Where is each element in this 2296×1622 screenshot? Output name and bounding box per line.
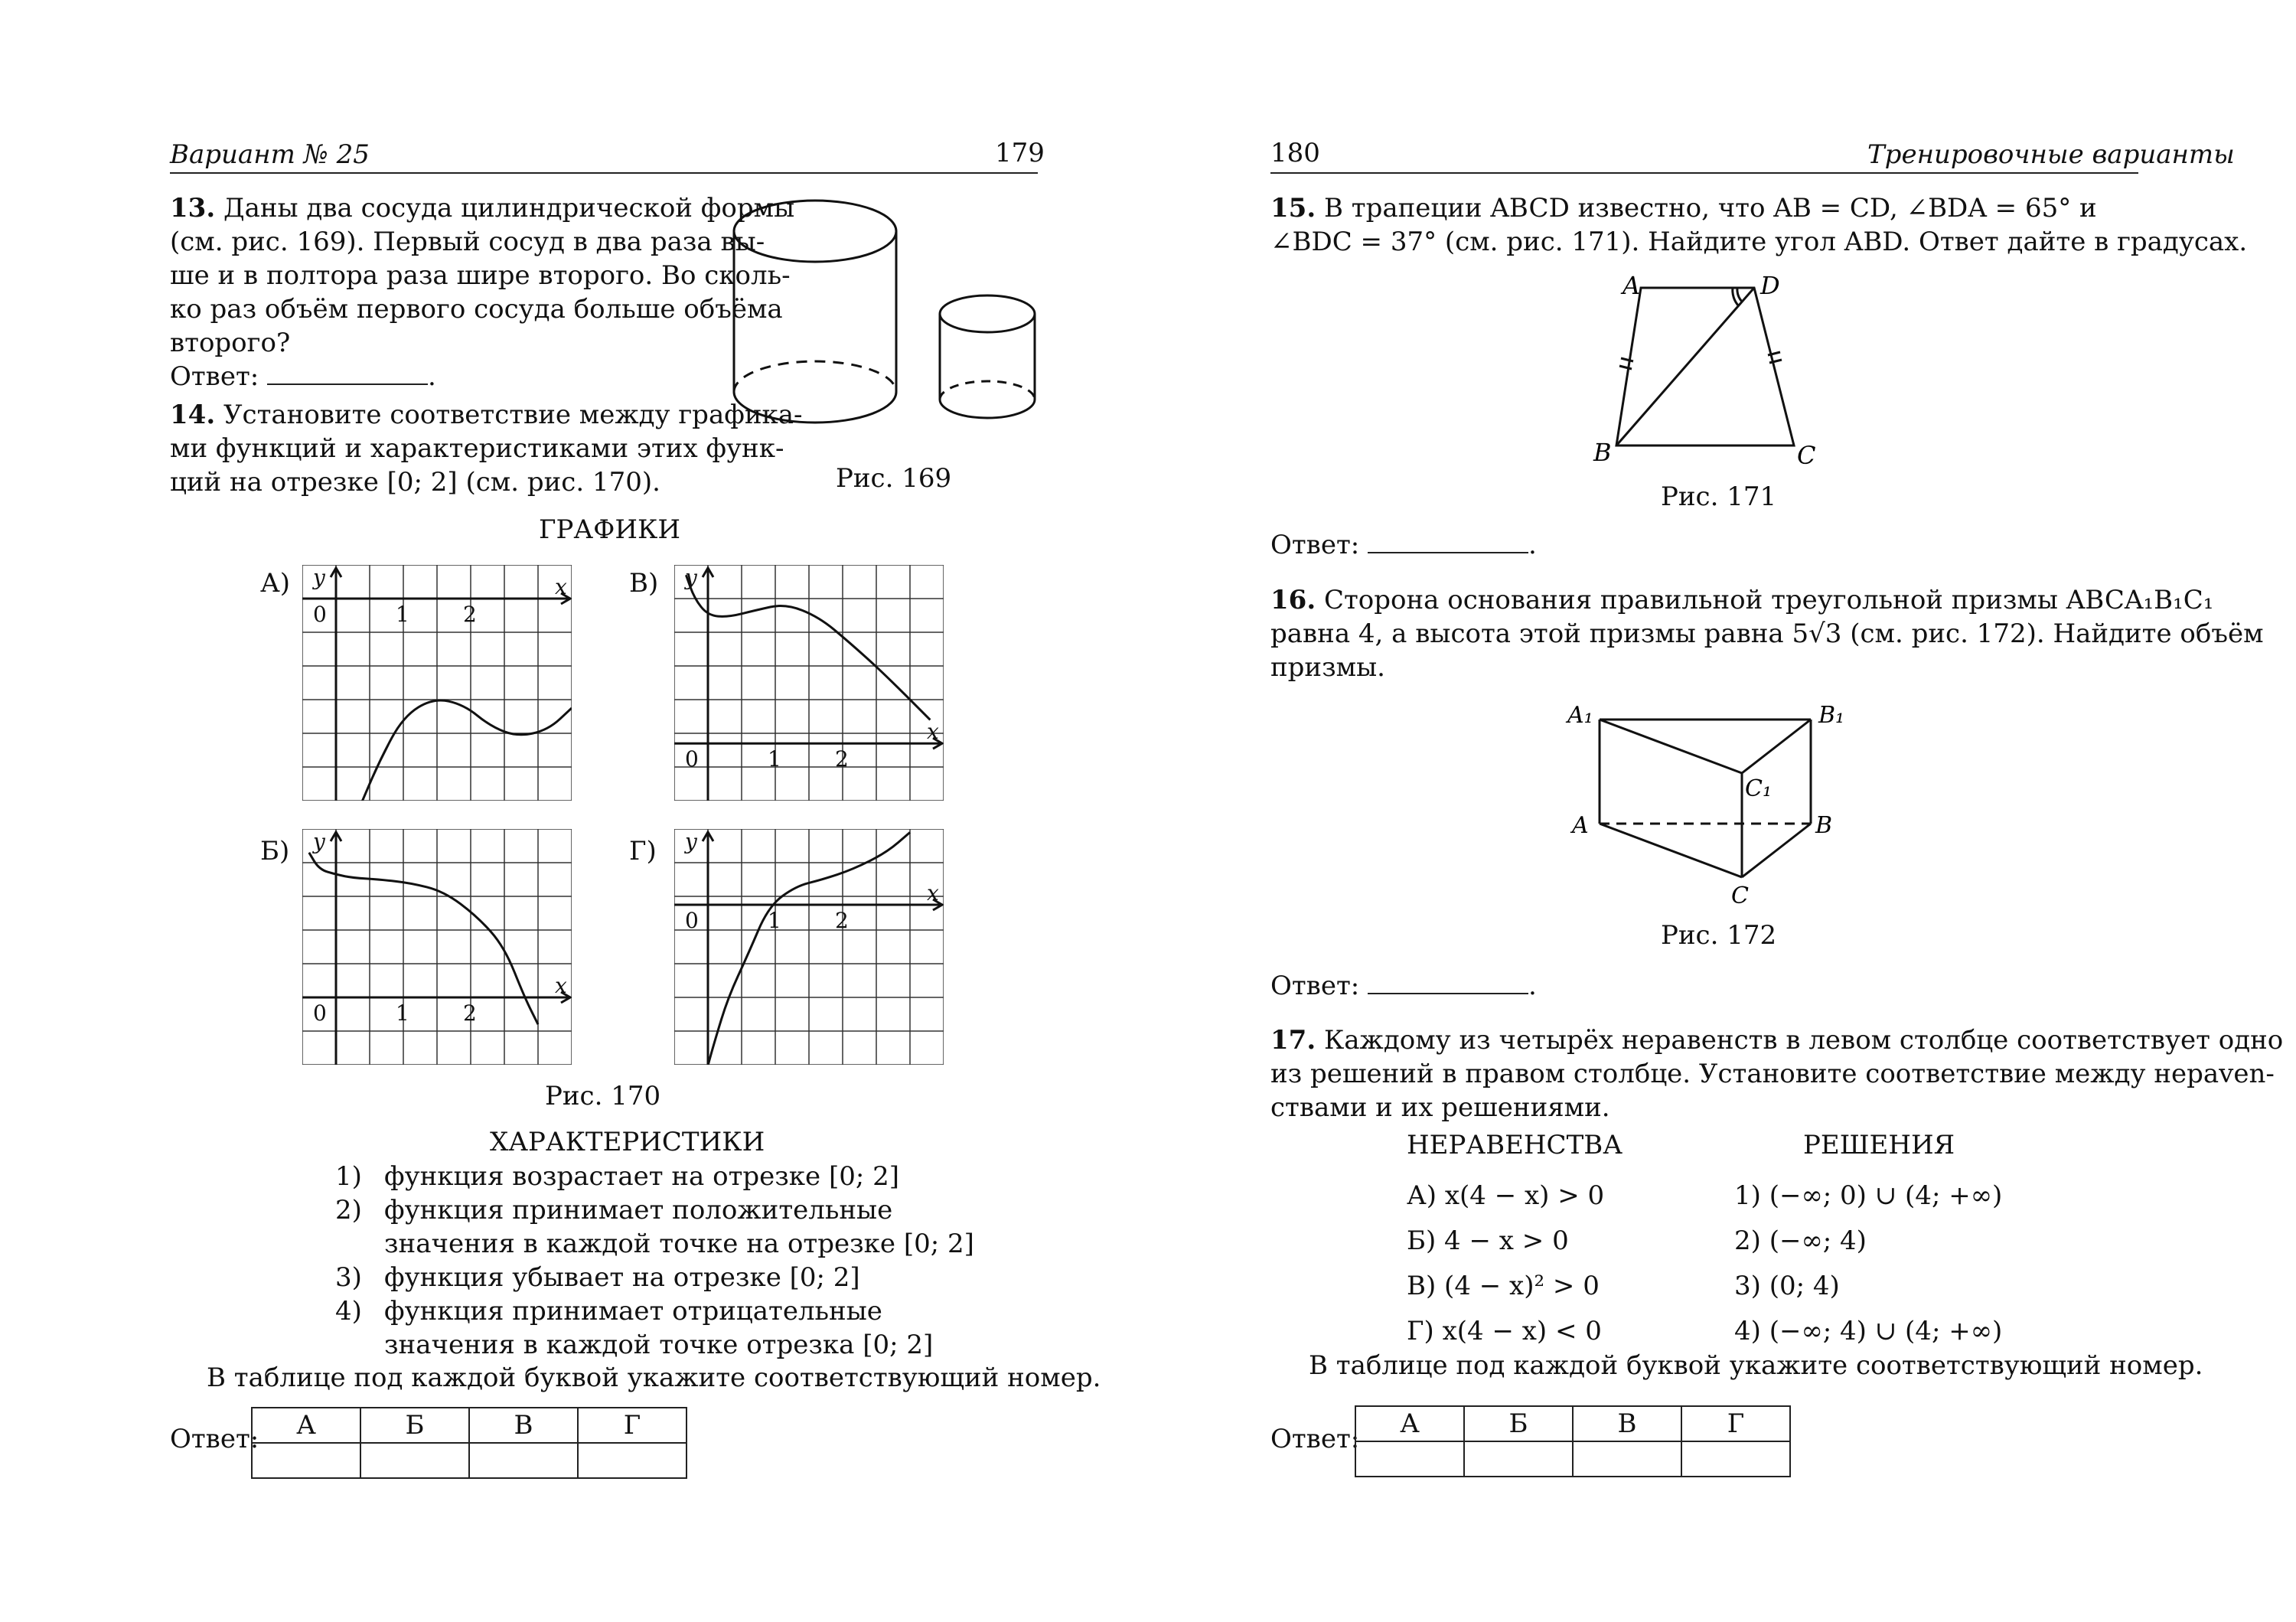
q17-table-instruction: В таблице под каждой буквой укажите соответствующий номер.	[1309, 1350, 2203, 1381]
q17-line: Каждому из четырёх неравенств в левом столбце соответствует одно	[1323, 1025, 2284, 1056]
axis-x-label: x	[555, 973, 567, 998]
q14-table-header: В	[469, 1408, 578, 1443]
solution-item: 4) (−∞; 4) ∪ (4; +∞)	[1734, 1316, 2003, 1346]
tick-label-2: 2	[463, 602, 477, 627]
question-14	[170, 398, 803, 499]
tick-label-0: 0	[685, 908, 699, 933]
inequality-item: Г) x(4 − x) < 0	[1407, 1316, 1602, 1346]
left-header-title: Вариант № 25	[170, 139, 370, 170]
graph-v	[674, 565, 944, 801]
q17-line: из решений в правом столбце. Установите соответствие между нераven-	[1270, 1059, 2275, 1089]
q13-line: ко раз объём первого сосуда больше объёма	[170, 294, 783, 325]
q17-table-header: Б	[1464, 1406, 1573, 1441]
q14-number: 14.	[170, 400, 216, 430]
figure-171-caption: Рис. 171	[1661, 481, 1777, 512]
axis-y-label: y	[685, 565, 697, 590]
right-header-title: Тренировочные варианты	[1867, 139, 2235, 170]
axis-y-label: y	[685, 829, 697, 854]
graph-b	[302, 829, 572, 1065]
vertex-label: A	[1623, 271, 1641, 300]
q15-line: ∠BDC = 37° (см. рис. 171). Найдите угол ABD. Ответ дайте в градусах.	[1270, 227, 2248, 257]
tick-label-1: 1	[396, 1000, 409, 1026]
axis-y-label: y	[313, 829, 325, 854]
inequality-item: В) (4 − x)² > 0	[1407, 1271, 1600, 1301]
q13-line: второго?	[170, 328, 291, 358]
q17-answer-cell[interactable]	[1464, 1441, 1573, 1477]
characteristics-list	[335, 1160, 974, 1362]
vertex-label: B	[1815, 812, 1833, 839]
axis-x-label: x	[555, 574, 567, 599]
figure-169-caption: Рис. 169	[836, 463, 952, 494]
axis-x-label: x	[927, 719, 939, 745]
characteristic-item-continued: значения в каждой точке на отрезке [0; 2]	[384, 1229, 974, 1259]
figure-172-prism	[1561, 697, 1867, 919]
q16-answer-field[interactable]	[1368, 970, 1528, 994]
q13-line: (см. рис. 169). Первый сосуд в два раза вы-	[170, 227, 765, 257]
function-curve	[706, 832, 910, 1065]
q17-line: ствами и их решениями.	[1270, 1092, 1610, 1123]
q14-answer-cell[interactable]	[252, 1443, 360, 1478]
figure-170-caption: Рис. 170	[545, 1081, 661, 1111]
q16-answer: Ответ: .	[1270, 971, 1537, 1001]
q13-line: ше и в полтора раза шире второго. Во сколь-	[170, 260, 791, 291]
vertex-label: C	[1731, 883, 1749, 909]
q17-answer-cell[interactable]	[1355, 1441, 1464, 1477]
q17-number: 17.	[1270, 1025, 1316, 1056]
graph-label-b: Б)	[260, 836, 290, 866]
axis-x-label: x	[927, 880, 939, 906]
q15-answer-label: Ответ:	[1270, 530, 1360, 560]
tick-label-0: 0	[685, 746, 699, 772]
q14-answer-cell[interactable]	[360, 1443, 469, 1478]
q16-line: Сторона основания правильной треугольной призмы ABCA₁B₁C₁	[1323, 585, 2214, 615]
q15-line: В трапеции ABCD известно, что AB = CD, ∠BDA = 65° и	[1323, 193, 2097, 224]
graph-label-v: В)	[629, 568, 659, 599]
vertex-label: A	[1572, 812, 1589, 839]
q17-answer-label: Ответ:	[1270, 1424, 1360, 1454]
q13-line: Даны два сосуда цилиндрической формы	[223, 193, 795, 224]
question-16	[1270, 583, 2264, 684]
q16-answer-label: Ответ:	[1270, 971, 1360, 1001]
characteristics-heading: ХАРАКТЕРИСТИКИ	[490, 1127, 765, 1157]
q17-answer-cell[interactable]	[1573, 1441, 1681, 1477]
inequality-item: Б) 4 − x > 0	[1407, 1225, 1569, 1256]
right-header-rule	[1270, 172, 2138, 174]
function-curve	[360, 700, 572, 801]
vertex-label: B₁	[1818, 702, 1845, 729]
solutions-heading: РЕШЕНИЯ	[1803, 1130, 1955, 1160]
vertex-label: C₁	[1745, 775, 1772, 802]
function-curve	[309, 853, 538, 1024]
q14-table-instruction: В таблице под каждой буквой укажите соответствующий номер.	[207, 1363, 1101, 1393]
graph-a	[302, 565, 572, 801]
question-17	[1270, 1023, 2283, 1124]
characteristic-item: 2) функция принимает положительные	[335, 1195, 893, 1225]
q14-table-header: А	[252, 1408, 360, 1443]
q15-answer-field[interactable]	[1368, 529, 1528, 553]
q15-answer: Ответ: .	[1270, 530, 1537, 560]
vertex-label: C	[1797, 441, 1816, 470]
vertex-label: B	[1593, 438, 1612, 467]
graph-label-g: Г)	[629, 836, 657, 866]
tick-label-0: 0	[313, 602, 327, 627]
q14-answer-cell[interactable]	[469, 1443, 578, 1478]
q16-line: призмы.	[1270, 652, 1385, 683]
solutions-list	[1734, 1173, 2002, 1354]
left-page-number: 179	[995, 138, 1045, 168]
q17-answer-cell[interactable]	[1681, 1441, 1790, 1477]
q17-table-header: В	[1573, 1406, 1681, 1441]
vertex-label: D	[1760, 271, 1780, 300]
q17-answer-table	[1355, 1405, 1791, 1477]
function-curve	[686, 575, 930, 720]
figure-171-trapezoid	[1584, 268, 1829, 475]
graph-g	[674, 829, 944, 1065]
q14-table-header: Б	[360, 1408, 469, 1443]
q14-answer-cell[interactable]	[578, 1443, 687, 1478]
solution-item: 2) (−∞; 4)	[1734, 1225, 1867, 1256]
tick-label-1: 1	[768, 908, 781, 933]
q16-number: 16.	[1270, 585, 1316, 615]
q17-table-header: А	[1355, 1406, 1464, 1441]
q14-line: ций на отрезке [0; 2] (см. рис. 170).	[170, 467, 660, 498]
q14-table-header: Г	[578, 1408, 687, 1443]
q14-answer-table	[251, 1407, 687, 1479]
left-header-rule	[170, 172, 1038, 174]
tick-label-2: 2	[835, 746, 849, 772]
tick-label-1: 1	[768, 746, 781, 772]
q15-number: 15.	[1270, 193, 1316, 224]
tick-label-2: 2	[463, 1000, 477, 1026]
characteristic-item: 1) функция возрастает на отрезке [0; 2]	[335, 1161, 900, 1192]
solution-item: 1) (−∞; 0) ∪ (4; +∞)	[1734, 1180, 2003, 1211]
characteristic-item: 4) функция принимает отрицательные	[335, 1296, 882, 1327]
vertex-label: A₁	[1567, 702, 1593, 729]
q14-line: Установите соответствие между графика-	[223, 400, 803, 430]
graphs-heading: ГРАФИКИ	[539, 514, 680, 545]
tick-label-0: 0	[313, 1000, 327, 1026]
characteristic-item-continued: значения в каждой точке отрезка [0; 2]	[384, 1330, 934, 1360]
tick-label-1: 1	[396, 602, 409, 627]
q14-line: ми функций и характеристиками этих функ-	[170, 433, 784, 464]
right-page-number: 180	[1270, 138, 1320, 168]
axis-y-label: y	[313, 565, 325, 590]
question-15	[1270, 191, 2247, 259]
q13-answer-field[interactable]	[267, 361, 428, 385]
q13-answer-label: Ответ:	[170, 361, 259, 392]
figure-172-caption: Рис. 172	[1661, 920, 1777, 951]
q17-table-header: Г	[1681, 1406, 1790, 1441]
solution-item: 3) (0; 4)	[1734, 1271, 1840, 1301]
tick-label-2: 2	[835, 908, 849, 933]
inequality-item: А) x(4 − x) > 0	[1407, 1180, 1605, 1211]
inequalities-list	[1407, 1173, 1604, 1354]
q14-answer-label: Ответ:	[170, 1424, 259, 1454]
question-13: 13. Даны два сосуда цилиндрической формы (см. рис. 169). Первый сосуд в два раза вы- ше и в полтора раза шире второго. Во сколь- ко раз объём первого сосуда больше объёма второго? Ответ: .	[170, 193, 795, 392]
graph-label-a: А)	[260, 568, 291, 599]
inequalities-heading: НЕРАВЕНСТВА	[1407, 1130, 1623, 1160]
q16-line: равна 4, а высота этой призмы равна 5√3 (см. рис. 172). Найдите объём	[1270, 618, 2264, 649]
characteristic-item: 3) функция убывает на отрезке [0; 2]	[335, 1262, 860, 1293]
q13-number: 13.	[170, 193, 216, 224]
